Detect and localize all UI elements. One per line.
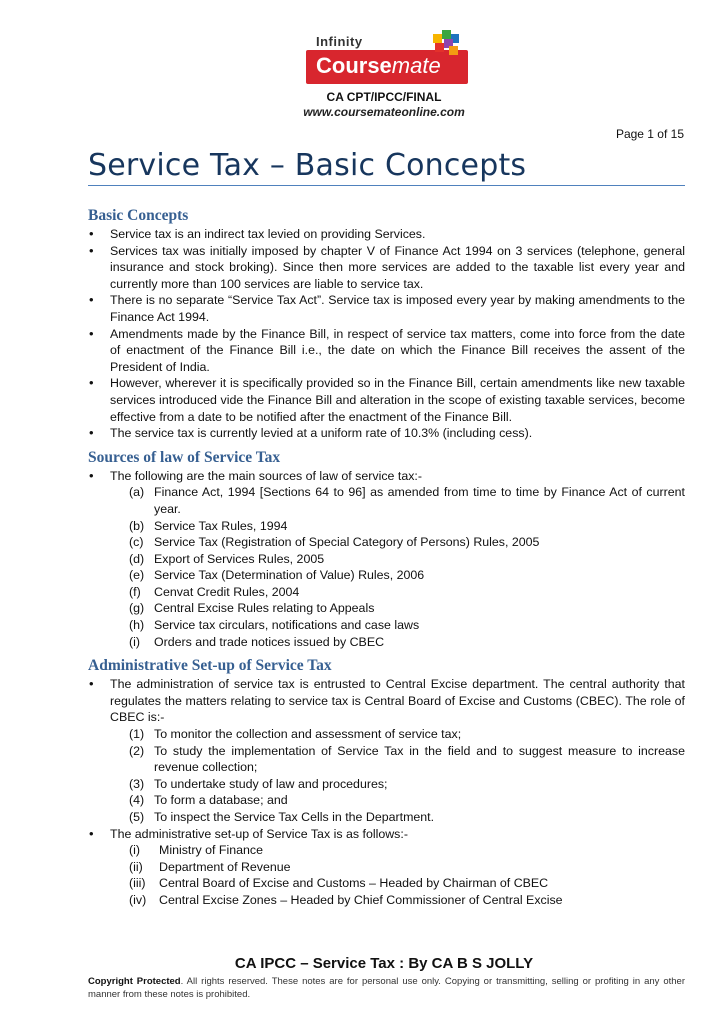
item-text: Ministry of Finance: [159, 843, 263, 858]
heading-sources-of-law: Sources of law of Service Tax: [88, 448, 281, 466]
item-marker: (c): [129, 535, 144, 550]
cbec-roles-sublist: [129, 726, 685, 826]
page-title: Service Tax – Basic Concepts: [88, 148, 527, 183]
list-item: [129, 776, 685, 793]
item-marker: (iii): [129, 876, 146, 891]
logo-course: Course: [316, 53, 392, 78]
list-item: [129, 726, 685, 743]
item-marker: (g): [129, 601, 145, 616]
list-item: [129, 842, 685, 859]
heading-administrative-setup: Administrative Set-up of Service Tax: [88, 657, 332, 675]
item-text: Service Tax (Registration of Special Category of Persons) Rules, 2005: [154, 535, 540, 550]
setup-sublist: [129, 842, 685, 908]
item-text: Central Board of Excise and Customs – Headed by Chairman of CBEC: [159, 876, 549, 891]
item-marker: (f): [129, 584, 141, 599]
list-item: [129, 600, 685, 617]
list-item: • Services tax was initially imposed by chapter V of Finance Act 1994 on 3 services (telephone, general insurance and stock broking). Since then more services are added to the taxable list every year and currently more than 100 services are liable to service tax.: [88, 243, 685, 293]
item-marker: (i): [129, 634, 141, 649]
item-text: Service tax circulars, notifications and case laws: [154, 618, 420, 633]
item-marker: (a): [129, 485, 145, 500]
document-body: [88, 206, 685, 909]
item-text: To monitor the collection and assessment of service tax;: [154, 727, 462, 742]
admin-intro: The administration of service tax is entrusted to Central Excise department. The central authority that regulates the matters relating to service tax is Central Board of Excise and Customs (CBEC). The role of CBEC is:-: [110, 677, 685, 725]
item-marker: (d): [129, 551, 145, 566]
sources-list: [88, 468, 685, 651]
item-marker: (3): [129, 776, 145, 791]
list-item: [129, 892, 685, 909]
list-item: [129, 534, 685, 551]
admin-list: [88, 676, 685, 908]
page-number: Page 1 of 15: [615, 127, 684, 141]
list-item: • Amendments made by the Finance Bill, in respect of service tax matters, come into force from the date of enactment of the Finance Bill i.e., the date on which the Finance Bill receives the assent of the President of India.: [88, 326, 685, 376]
list-item: [129, 743, 685, 776]
item-marker: (e): [129, 568, 145, 583]
list-item: • Service tax is an indirect tax levied on providing Services.: [88, 226, 685, 243]
copyright-label: Copyright Protected: [88, 976, 181, 987]
list-item: [129, 875, 685, 892]
admin-setup-intro: The administrative set-up of Service Tax is as follows:-: [110, 826, 408, 841]
logo-coursemate-text: [316, 53, 441, 79]
list-item: [129, 584, 685, 601]
list-item: [129, 484, 685, 517]
item-text: Export of Services Rules, 2005: [154, 551, 325, 566]
copyright-text: . All rights reserved. These notes are for personal use only. Copying or transmitting, selling or profiting in any other manner from these notes is prohibited.: [88, 976, 685, 1000]
list-item: [129, 634, 685, 651]
item-marker: (2): [129, 743, 145, 758]
sources-intro: The following are the main sources of law of service tax:-: [110, 468, 422, 483]
item-text: Service Tax Rules, 1994: [154, 518, 288, 533]
heading-basic-concepts: Basic Concepts: [88, 207, 189, 224]
item-text: Orders and trade notices issued by CBEC: [154, 634, 385, 649]
item-marker: (4): [129, 793, 145, 808]
list-item: [129, 809, 685, 826]
copyright-notice: [88, 975, 685, 1001]
list-item: [88, 676, 685, 825]
list-item: [129, 617, 685, 634]
list-item: • However, wherever it is specifically provided so in the Finance Bill, certain amendments like new taxable services introduced vide the Finance Bill and alteration in the scope of existing taxable services, become effective from a date to be notified after the enactment of the Finance Bill.: [88, 375, 685, 425]
basic-concepts-list: [88, 226, 685, 442]
item-text: Department of Revenue: [159, 859, 291, 874]
list-item: [88, 826, 685, 909]
item-text: To inspect the Service Tax Cells in the Department.: [154, 810, 435, 824]
item-text: Central Excise Zones – Headed by Chief Commissioner of Central Excise: [159, 892, 563, 907]
item-text: Service Tax (Determination of Value) Rules, 2006: [154, 568, 425, 583]
item-marker: (h): [129, 618, 145, 633]
list-item: [129, 567, 685, 584]
header-exam-levels: CA CPT/IPCC/FINAL: [326, 90, 442, 104]
item-text: Central Excise Rules relating to Appeals: [154, 601, 375, 616]
list-item: [129, 859, 685, 876]
item-text: To study the implementation of Service Tax in the field and to suggest measure to increase revenue collection;: [154, 743, 685, 775]
logo-infinity-text: Infinity: [316, 34, 363, 49]
item-marker: (ii): [129, 859, 143, 874]
colorful-cube-icon: [431, 28, 461, 58]
header-website: www.coursemateonline.com: [303, 105, 465, 119]
list-item: [129, 551, 685, 568]
item-marker: (1): [129, 727, 145, 742]
item-text: Cenvat Credit Rules, 2004: [154, 584, 300, 599]
item-text: To form a database; and: [154, 793, 288, 808]
item-text: To undertake study of law and procedures;: [154, 776, 388, 791]
item-marker: (5): [129, 810, 145, 824]
item-marker: (iv): [129, 892, 147, 907]
list-item: [129, 792, 685, 809]
list-item: • The service tax is currently levied at a uniform rate of 10.3% (including cess).: [88, 425, 685, 442]
item-marker: (i): [129, 843, 141, 858]
item-text: Finance Act, 1994 [Sections 64 to 96] as amended from time to time by Finance Act of current year.: [154, 485, 685, 516]
footer-title: CA IPCC – Service Tax : By CA B S JOLLY: [234, 955, 534, 972]
title-underline: [88, 185, 685, 186]
list-item: • There is no separate “Service Tax Act”. Service tax is imposed every year by making amendments to the Finance Act 1994.: [88, 292, 685, 325]
item-marker: (b): [129, 518, 145, 533]
list-item: [129, 518, 685, 535]
coursemate-logo: [306, 26, 468, 90]
sources-sublist: [129, 484, 685, 650]
logo-mate: mate: [391, 53, 441, 78]
list-item: [88, 468, 685, 651]
